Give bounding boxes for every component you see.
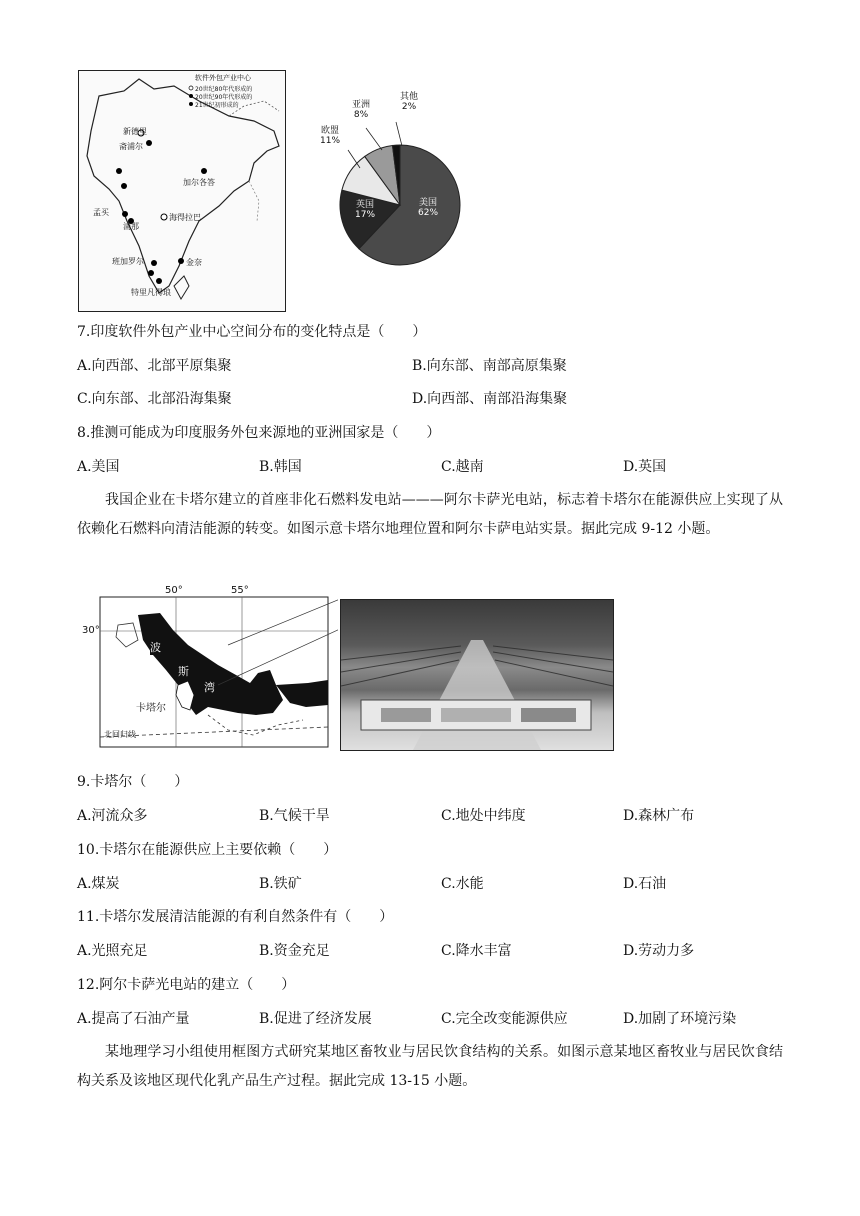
city-label: 加尔各答 <box>183 178 215 187</box>
q12-option-a[interactable]: A.提高了石油产量 <box>77 1011 190 1027</box>
q7-option-a[interactable]: A.向西部、北部平原集聚 <box>77 358 232 374</box>
q10-option-d[interactable]: D.石油 <box>623 876 667 892</box>
city-dot <box>201 168 207 174</box>
q9-option-c[interactable]: C.地处中纬度 <box>441 808 526 824</box>
pie-leader-line <box>366 128 382 150</box>
q12-option-c[interactable]: C.完全改变能源供应 <box>441 1011 568 1027</box>
city-label: 孟买 <box>93 208 109 217</box>
pie-label-uk: 英国 17% <box>355 200 376 220</box>
q10-option-a[interactable]: A.煤炭 <box>77 876 120 892</box>
legend-title: 软件外包产业中心 <box>195 74 251 82</box>
q12-stem: 12.阿尔卡萨光电站的建立（ ） <box>77 977 296 993</box>
q9-stem: 9.卡塔尔（ ） <box>77 774 189 790</box>
q10-stem: 10.卡塔尔在能源供应上主要依赖（ ） <box>77 842 338 858</box>
city-label: 特里凡得琅 <box>131 288 171 297</box>
india-map-figure <box>78 70 286 312</box>
q11-option-c[interactable]: C.降水丰富 <box>441 943 512 959</box>
q9-option-b[interactable]: B.气候干旱 <box>259 808 330 824</box>
pie-chart-figure <box>300 70 485 285</box>
gulf-char-1: 波 <box>150 641 161 654</box>
city-dot <box>148 270 154 276</box>
q7-option-b[interactable]: B.向东部、南部高原集聚 <box>412 358 567 374</box>
q12-option-d[interactable]: D.加剧了环境污染 <box>623 1011 737 1027</box>
city-dot <box>116 168 122 174</box>
qatar-map-figure <box>78 585 338 760</box>
city-dot <box>122 211 128 217</box>
pie-label-eu: 欧盟 11% <box>320 126 341 146</box>
solar-station-photo <box>340 599 614 751</box>
q9-option-d[interactable]: D.森林广布 <box>623 808 695 824</box>
q7-option-c[interactable]: C.向东部、北部沿海集聚 <box>77 391 232 407</box>
q9-option-a[interactable]: A.河流众多 <box>77 808 148 824</box>
city-label: 海得拉巴 <box>169 213 201 222</box>
lon-50-label: 50° <box>165 585 183 596</box>
city-label: 新德里 <box>123 127 147 136</box>
city-dot <box>156 278 162 284</box>
city-dot <box>146 140 152 146</box>
pie-label-other: 其他 2% <box>400 92 419 112</box>
q11-stem: 11.卡塔尔发展清洁能源的有利自然条件有（ ） <box>77 909 394 925</box>
q10-option-c[interactable]: C.水能 <box>441 876 484 892</box>
city-label: 斋浦尔 <box>119 142 143 151</box>
city-label: 金奈 <box>186 258 202 267</box>
lon-55-label: 55° <box>231 585 249 596</box>
q11-option-b[interactable]: B.资金充足 <box>259 943 330 959</box>
gulf-char-3: 湾 <box>204 681 215 694</box>
q7-stem: 7.印度软件外包产业中心空间分布的变化特点是（ ） <box>77 324 427 340</box>
city-dot <box>178 258 184 264</box>
tropic-label: 北回归线 <box>104 730 136 739</box>
qatar-label: 卡塔尔 <box>136 703 166 714</box>
city-label: 浦那 <box>123 222 139 231</box>
map-legend <box>189 86 193 106</box>
pie-label-asia: 亚洲 8% <box>352 100 371 120</box>
pie-chart <box>300 70 485 285</box>
solar-panels-illustration <box>341 600 613 750</box>
q8-option-a[interactable]: A.美国 <box>77 459 120 475</box>
q12-option-b[interactable]: B.促进了经济发展 <box>259 1011 372 1027</box>
q8-option-d[interactable]: D.英国 <box>623 459 667 475</box>
india-map-outline <box>79 71 285 311</box>
q8-stem: 8.推测可能成为印度服务外包来源地的亚洲国家是（ ） <box>77 425 441 441</box>
city-dot <box>151 260 157 266</box>
q7-option-d[interactable]: D.向西部、南部沿海集聚 <box>412 391 568 407</box>
legend-item-90s: 20世纪90年代形成的 <box>195 94 253 101</box>
city-label: 班加罗尔 <box>112 257 144 266</box>
q11-option-d[interactable]: D.劳动力多 <box>623 943 695 959</box>
pie-leader-line <box>348 150 360 168</box>
legend-item-80s: 20世纪80年代形成的 <box>195 86 253 93</box>
passage-qatar: 我国企业在卡塔尔建立的首座非化石燃料发电站———阿尔卡萨光电站，标志着卡塔尔在能源供应上实现了从依赖化石燃料向清洁能源的转变。如图示意卡塔尔地理位置和阿尔卡萨电站实景。据此完成 9-12 小题。 <box>77 492 783 537</box>
q8-option-c[interactable]: C.越南 <box>441 459 484 475</box>
legend-item-21c: 21世纪初形成的 <box>195 102 239 109</box>
city-dot <box>121 183 127 189</box>
q10-option-b[interactable]: B.铁矿 <box>259 876 302 892</box>
q8-option-b[interactable]: B.韩国 <box>259 459 302 475</box>
lat-30-label: 30° <box>82 625 100 636</box>
pie-leader-line <box>396 122 402 146</box>
pie-label-usa: 美国 62% <box>418 198 439 218</box>
q11-option-a[interactable]: A.光照充足 <box>77 943 148 959</box>
city-dot <box>161 214 167 220</box>
gulf-char-2: 斯 <box>178 665 189 678</box>
passage-dairy: 某地理学习小组使用框图方式研究某地区畜牧业与居民饮食结构的关系。如图示意某地区畜牧业与居民饮食结构关系及该地区现代化乳产品生产过程。据此完成 13-15 小题。 <box>77 1044 783 1089</box>
